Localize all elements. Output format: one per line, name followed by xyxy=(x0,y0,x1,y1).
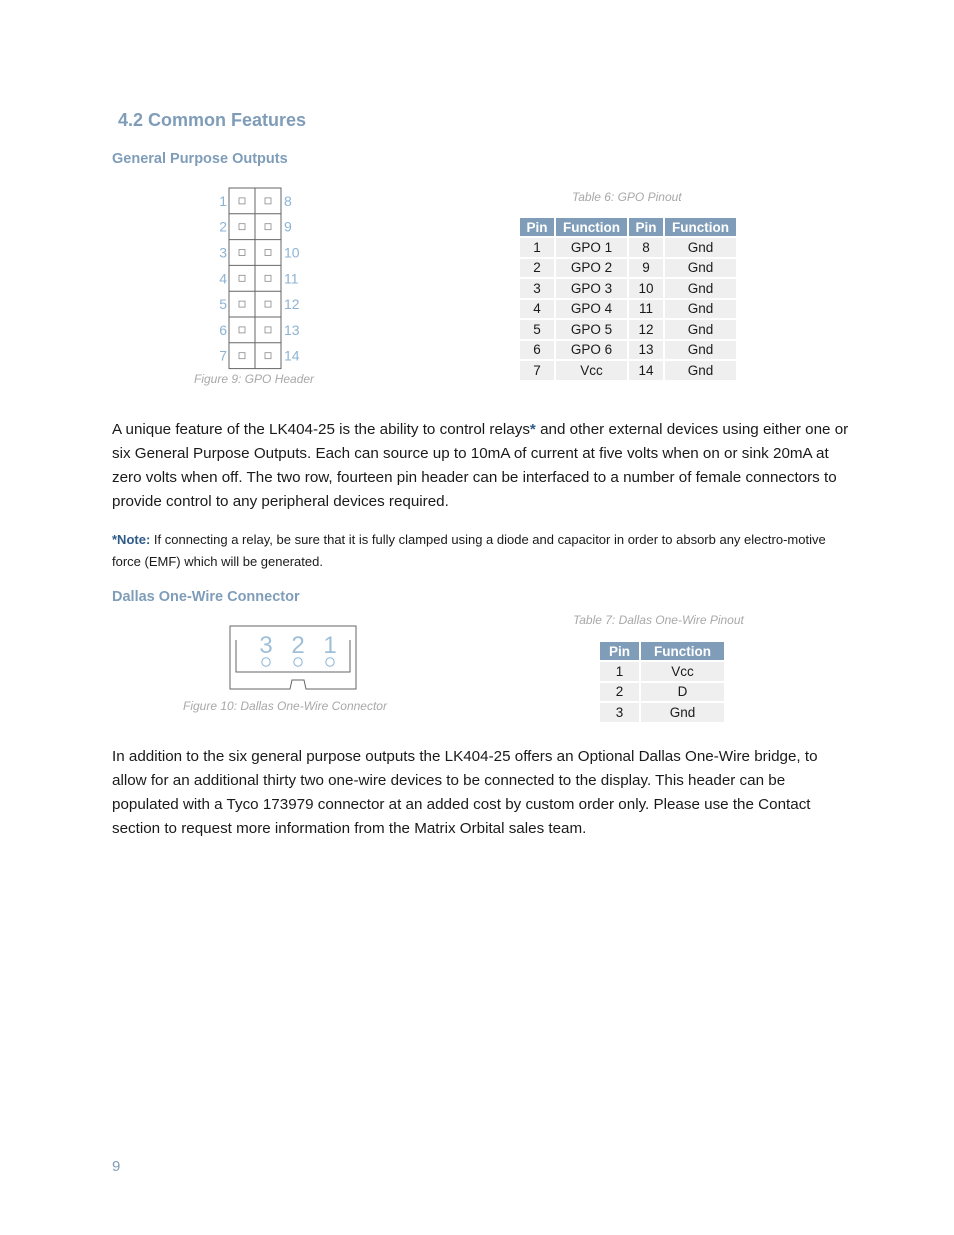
table-cell: 3 xyxy=(520,279,554,298)
table-cell: 14 xyxy=(629,361,663,380)
table-cell: Vcc xyxy=(641,662,724,681)
dallas-pin-circle xyxy=(262,658,270,666)
header-cell: Pin xyxy=(520,218,554,236)
table-row xyxy=(520,341,736,360)
table-cell: GPO 6 xyxy=(556,341,627,360)
gpo-pin-square xyxy=(239,301,245,307)
gpo-heading: General Purpose Outputs xyxy=(112,151,288,167)
dallas-connector-figure xyxy=(224,620,364,696)
note-label: *Note: xyxy=(112,532,151,547)
table-cell: GPO 5 xyxy=(556,320,627,339)
gpo-header-drawing xyxy=(219,188,300,369)
gpo-pin-label-left: 5 xyxy=(219,296,227,313)
gpo-pin-square xyxy=(265,250,271,256)
gpo-pin-label-right: 9 xyxy=(284,218,292,235)
header-cell: Function xyxy=(641,642,724,660)
header-cell: Pin xyxy=(600,642,639,660)
table-header-row xyxy=(600,642,724,660)
header-cell: Pin xyxy=(629,218,663,236)
gpo-pin-label-right: 12 xyxy=(284,296,300,313)
relay-note xyxy=(112,529,852,573)
gpo-pin-label-right: 8 xyxy=(284,192,292,209)
table-cell: 2 xyxy=(600,683,639,702)
gpo-pin-square xyxy=(239,353,245,359)
gpo-pin-square xyxy=(239,275,245,281)
gpo-pin-label-right: 13 xyxy=(284,321,300,338)
table-cell: Gnd xyxy=(665,238,736,257)
paragraph-text: A unique feature of the LK404-25 is the ability to control relays xyxy=(112,421,530,438)
note-text: If connecting a relay, be sure that it is fully clamped using a diode and capacitor in order to absorb any electro-motive force (EMF) which will be generated. xyxy=(112,532,826,569)
table-cell: 2 xyxy=(520,259,554,278)
dallas-table-caption: Table 7: Dallas One-Wire Pinout xyxy=(573,613,744,627)
dallas-figure-caption: Figure 10: Dallas One-Wire Connector xyxy=(183,699,387,713)
gpo-pin-label-left: 4 xyxy=(219,270,227,287)
table-row xyxy=(520,259,736,278)
table-cell: Gnd xyxy=(665,361,736,380)
gpo-pin-label-left: 1 xyxy=(219,192,227,209)
header-cell: Function xyxy=(665,218,736,236)
table-cell: Gnd xyxy=(665,300,736,319)
gpo-pin-square xyxy=(239,250,245,256)
table-row xyxy=(520,238,736,257)
table-cell: Vcc xyxy=(556,361,627,380)
gpo-pin-square xyxy=(265,327,271,333)
dallas-pin-circle xyxy=(326,658,334,666)
table-cell: 1 xyxy=(520,238,554,257)
gpo-pin-label-left: 3 xyxy=(219,244,227,261)
table-row xyxy=(520,300,736,319)
gpo-pin-square xyxy=(265,198,271,204)
dallas-pin-label: 1 xyxy=(323,632,337,659)
dallas-pinout-table xyxy=(598,640,726,724)
table-header-row xyxy=(520,218,736,236)
table-cell: 11 xyxy=(629,300,663,319)
table-cell: Gnd xyxy=(665,341,736,360)
header-cell: Function xyxy=(556,218,627,236)
table-row xyxy=(520,279,736,298)
table-cell: GPO 3 xyxy=(556,279,627,298)
table-cell: GPO 1 xyxy=(556,238,627,257)
gpo-pin-label-left: 2 xyxy=(219,218,227,235)
table-row xyxy=(600,683,724,702)
footnote-marker: * xyxy=(529,421,536,438)
gpo-pin-label-left: 7 xyxy=(219,347,227,364)
table-cell: 9 xyxy=(629,259,663,278)
table-cell: 4 xyxy=(520,300,554,319)
table-cell: 12 xyxy=(629,320,663,339)
dallas-heading: Dallas One-Wire Connector xyxy=(112,589,300,605)
dallas-description-paragraph: In addition to the six general purpose outputs the LK404-25 offers an Optional Dallas One-Wire bridge, to allow for an additional thirty two one-wire devices to be connected to the display. This header can be populated with a Tyco 173979 connector at an added cost by custom order only. Please use the Contact section to request more information from the Matrix Orbital sales team. xyxy=(112,748,818,837)
gpo-pin-square xyxy=(265,224,271,230)
table-row xyxy=(520,320,736,339)
dallas-connector-drawing xyxy=(230,626,356,689)
gpo-pin-label-right: 11 xyxy=(284,270,299,287)
table-cell: Gnd xyxy=(665,259,736,278)
gpo-header-figure xyxy=(200,184,330,374)
table-cell: 3 xyxy=(600,703,639,722)
gpo-pin-square xyxy=(265,301,271,307)
gpo-pin-square xyxy=(239,198,245,204)
table-cell: 6 xyxy=(520,341,554,360)
table-cell: GPO 2 xyxy=(556,259,627,278)
gpo-pin-label-left: 6 xyxy=(219,321,227,338)
gpo-pinout-table xyxy=(518,216,738,382)
table-cell: 5 xyxy=(520,320,554,339)
dallas-pin-circle xyxy=(294,658,302,666)
table-cell: 1 xyxy=(600,662,639,681)
table-row xyxy=(520,361,736,380)
table-cell: 13 xyxy=(629,341,663,360)
table-cell: GPO 4 xyxy=(556,300,627,319)
gpo-pin-label-right: 10 xyxy=(284,244,300,261)
table-row xyxy=(600,703,724,722)
paragraph-text: and other external devices using either one or six General Purpose Outputs. Each can source up to 10mA of current at five volts when on or sink 20mA at zero volts when off. The two row, fourteen pin header can be interfaced to a number of female connectors to provide control to any peripheral devices required. xyxy=(112,421,849,510)
table-cell: 7 xyxy=(520,361,554,380)
table-cell: Gnd xyxy=(641,703,724,722)
gpo-pin-square xyxy=(239,327,245,333)
gpo-pin-label-right: 14 xyxy=(284,347,300,364)
gpo-pin-square xyxy=(265,353,271,359)
table-cell: D xyxy=(641,683,724,702)
gpo-pin-square xyxy=(265,275,271,281)
dallas-pin-label: 3 xyxy=(259,632,273,659)
table-row xyxy=(600,662,724,681)
dallas-pin-label: 2 xyxy=(291,632,305,659)
table-cell: Gnd xyxy=(665,279,736,298)
table-cell: 10 xyxy=(629,279,663,298)
section-title: 4.2 Common Features xyxy=(118,110,307,130)
gpo-description-paragraph xyxy=(112,418,852,514)
gpo-figure-caption: Figure 9: GPO Header xyxy=(194,372,315,386)
page-number: 9 xyxy=(112,1158,121,1175)
table-cell: 8 xyxy=(629,238,663,257)
gpo-table-caption: Table 6: GPO Pinout xyxy=(572,190,682,204)
gpo-pin-square xyxy=(239,224,245,230)
table-cell: Gnd xyxy=(665,320,736,339)
